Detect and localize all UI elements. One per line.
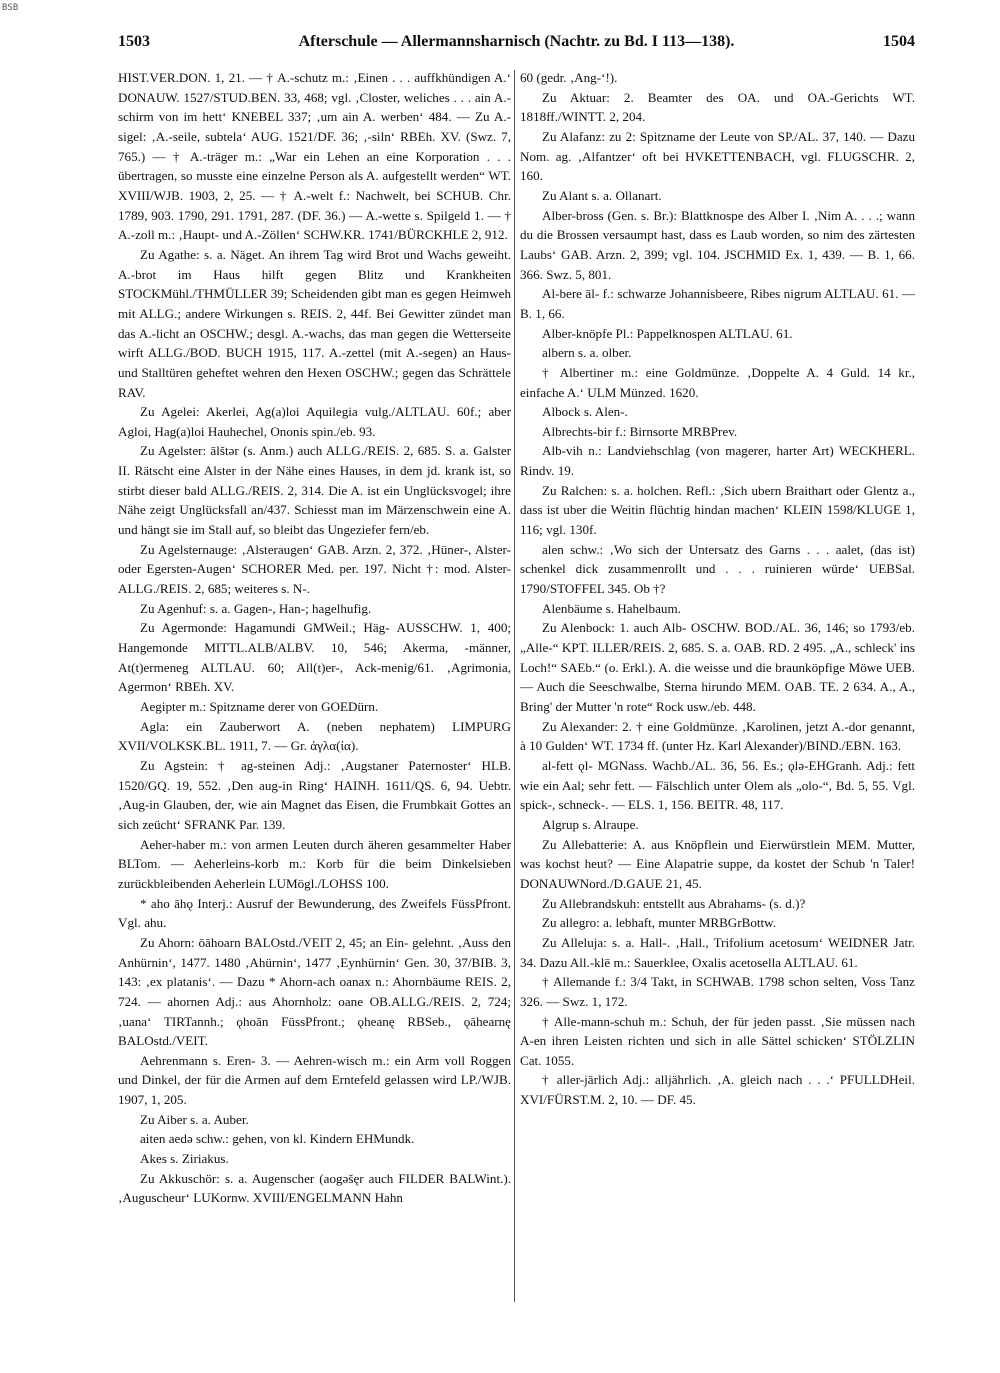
column-divider	[514, 70, 515, 1302]
entry: Alber-knöpfe Pl.: Pappelknospen ALTLAU. 61.	[542, 325, 793, 341]
library-stamp: BSB	[2, 3, 19, 13]
entry: Albock s. Alen-.	[542, 404, 628, 420]
entry: Zu Allebrandskuh: entstellt aus Abrahams- (s. d.)?	[542, 895, 806, 911]
entry: Zu Aiber s. a. Auber.	[140, 1111, 249, 1127]
entry: HIST.VER.DON. 1, 21. — † A.-schutz m.: ‚Einen . . . auffkhündigen A.‘ DONAUW. 1527/STUD.BEN. 33, 468; vgl. ‚Closter, weliches . . . ain A.-schirm von im hett‘ KNEBEL 337; ‚um ain A. werben‘ 484. — Zu A.-sigel: ‚A.-seile, subtela‘ AUG. 1521/DF. 36; ‚-siln‘ RBEh. XV. (Swz. 7, 765.) — † A.-träger m.: „War ein Lehen an eine Korporation . . . übertragen, so musste eine einzelne Person als A. aufgestellt werden“ WT. XVIII/WJB. 1903, 2, 25. — † A.-welt f.: Nachwelt, bei SCHUB. Chr. 1789, 903. 1790, 291. 1791, 287. (DF. 36.) — A.-wette s. Spilgeld 1. — † A.-zoll m.: ‚Haupt- und A.-Zöllen‘ SCHW.KR. 1741/BÜRCKHLE 2, 912.	[118, 70, 511, 243]
entry: Zu Agelsternauge: ‚Alsteraugen‘ GAB. Arzn. 2, 372. ‚Hüner-, Alster- oder Egersten-Augen‘ SCHORER Med. per. 197. Nicht †: mod. Alster- ALLG./REIS. 2, 685; weiteres s. N-.	[118, 541, 511, 597]
entry: Zu allegro: a. lebhaft, munter MRBGrBottw.	[542, 915, 777, 931]
entry: Al-bere āl- f.: schwarze Johannisbeere, Ribes nigrum ALTLAU. 61. — B. 1, 66.	[520, 286, 915, 321]
entry: Akes s. Ziriakus.	[140, 1151, 229, 1167]
entry: Albrechts-bir f.: Birnsorte MRBPrev.	[542, 423, 738, 439]
entry: Alber-bross (Gen. s. Br.): Blattknospe des Alber I. ‚Nim A. . . .; wann du die Brossen versaumpt hast, dass es Laub worden, so nim des zärtesten Laubs‘ GAB. Arzn. 2, 399; vgl. 104. JSCHMID Ex. 1, 439. — B. 1, 66. 366. Swz. 5, 801.	[520, 207, 915, 282]
entry: aiten aedə schw.: gehen, von kl. Kindern EHMundk.	[140, 1131, 415, 1147]
entry: Zu Ralchen: s. a. holchen. Refl.: ‚Sich ubern Braithart oder Glentz a., dass ist uber die Weitin flüchtig hindan machen‘ KLEIN 1598/KLUGE 1, 116; vgl. 130f.	[520, 482, 915, 538]
entry: † aller-järlich Adj.: alljährlich. ‚A. gleich nach . . .‘ PFULLDHeil. XVI/FÜRST.M. 2, 10. — DF. 45.	[520, 1072, 915, 1108]
left-column	[118, 68, 511, 1208]
entry: Zu Alafanz: zu 2: Spitzname der Leute von SP./AL. 37, 140. — Dazu Nom. ag. ‚Alfantzer‘ oft bei HVKETTENBACH, vgl. FLUGSCHR. 2, 160.	[520, 128, 915, 184]
entry: Zu Agstein: † ag-steinen Adj.: ‚Augstaner Paternoster‘ HLB. 1520/GQ. 19, 552. ‚Den aug-in Ring‘ HAINH. 1611/QS. 6, 94. Uebtr. ‚Aug-in Glauben, der, wie ain Magnet das Eisen, die Frumbkait Gottes an sich zeücht‘ SFRANK Par. 139.	[118, 757, 511, 832]
entry: Zu Agathe: s. a. Näget. An ihrem Tag wird Brot und Wachs geweiht. A.-brot im Haus hilft gegen Blitz und Krankheiten STOCKMühl./THMÜLLER 39; Scheidenden gibt man es gegen Heimweh mit ALLG.; andere Wirkungen s. REIS. 2, 44f. Bei Gewitter zündet man das A.-licht an OSCHW.; desgl. A.-wachs, das man gegen die Wetterseite wirft ALLG./BOD. BUCH 1915, 117. A.-zettel (mit A.-segen) an Haus- und Stalltüren geheftet wehren den Hexen OSCHW.; gegen das Schrättele RAV.	[118, 246, 511, 400]
page-number-right: 1504	[883, 33, 915, 50]
entry: Zu Agermonde: Hagamundi GMWeil.; Häg- AUSSCHW. 1, 400; Hangemonde MITTL.ALB/ALBV. 10, 546; Akerma, -männer, At(t)ermeneg ALTLAU. 60; All(t)er-, Ack-menig/61. ‚Agrimonia, Agermon‘ RBEh. XV.	[118, 620, 511, 695]
entry: Aegipter m.: Spitzname derer von GOEDürn.	[140, 699, 379, 714]
entry: † Alle-mann-schuh m.: Schuh, der für jeden passt. ‚Sie müssen nach A-en ihren Leisten richten und sich in alle Sättel schicken‘ STÖLZLIN Cat. 1055.	[520, 1013, 915, 1068]
entry: Zu Allebatterie: A. aus Knöpflein und Eierwürstlein MEM. Mutter, was kochst heut? — Eine Alapatrie suppe, da kostet der Schub 'n Taler! DONAUWNord./D.GAUE 21, 45.	[520, 836, 915, 891]
entry: Alenbäume s. Hahelbaum.	[542, 600, 681, 616]
entry: † Albertiner m.: eine Goldmünze. ‚Doppelte A. 4 Guld. 14 kr., einfache A.‘ ULM Münzed. 1620.	[520, 364, 915, 400]
entry: * aho āhǫ Interj.: Ausruf der Bewunderung, des Zweifels FüssPfront. Vgl. ahu.	[118, 895, 511, 931]
entry: Aeher-haber m.: von armen Leuten durch äheren gesammelter Haber BLTom. — Aeherleins-korb m.: Korb für die beim Dinkelsieben zurückbleibenden Aeherlein LUMögl./LOHSS 100.	[118, 836, 511, 891]
entry: Zu Agenhuf: s. a. Gagen-, Han-; hagelhufig.	[140, 600, 372, 616]
entry: Zu Alleluja: s. a. Hall-. ‚Hall., Trifolium acetosum‘ WEIDNER Jatr. 34. Dazu All.-klē m.: Sauerklee, Oxalis acetosella ALTLAU. 61.	[520, 934, 915, 970]
entry: Zu Alexander: 2. † eine Goldmünze. ‚Karolinen, jetzt A.-dor genannt, à 10 Gulden‘ WT. 1734 ff. (unter Hz. Karl Alexander)/BIND./EBN. 163.	[520, 718, 915, 754]
entry: Aehrenmann s. Eren- 3. — Aehren-wisch m.: ein Arm voll Roggen und Dinkel, der für die Armen auf dem Erntefeld gelassen wird LP./WJB. 1907, 1, 205.	[118, 1052, 511, 1108]
entry: al-fett ǫl- MGNass. Wachb./AL. 36, 56. Es.; ǫlə-EHGranh. Adj.: fett wie ein Aal; sehr fett. — Fälschlich unter Olem als „olo-“, Bd. 5, 55. Vgl. spick-, schneck-. — ELS. 1, 156. BEITR. 48, 117.	[520, 757, 915, 813]
page-number-left: 1503	[118, 33, 150, 50]
entry: Zu Agelei: Akerlei, Ag(a)loi Aquilegia vulg./ALTLAU. 60f.; aber Agloi, Hag(a)loi Hauhechel, Ononis spin./eb. 93.	[118, 404, 511, 439]
entry: albern s. a. olber.	[542, 345, 632, 361]
entry: Zu Aktuar: 2. Beamter des OA. und OA.-Gerichts WT. 1818ff./WINTT. 2, 204.	[520, 89, 915, 125]
entry: Agla: ein Zauberwort A. (neben nephatem) LIMPURG XVII/VOLKSK.BL. 1911, 7. — Gr. ἀγλα(ία).	[118, 718, 511, 754]
right-column	[520, 68, 915, 1110]
entry: 60 (gedr. ‚Ang-‘!).	[520, 70, 618, 85]
entry: Algrup s. Alraupe.	[542, 816, 639, 832]
entry: Alb-vih n.: Landviehschlag (von magerer, harter Art) WECKHERL. Rindv. 19.	[520, 443, 915, 479]
entry: Zu Alenbock: 1. auch Alb- OSCHW. BOD./AL. 36, 146; so 1793/eb. „Alle-“ KPT. ILLER/REIS. 2, 685. S. a. OAB. RD. 2 495. „A., schleck' ins Loch!“ SAEb.“ (o. Erkl.). A. die weisse und die braunköpfige Möwe UEB. — Auch die Seeschwalbe, Sterna hirundo MEM. OAB. TE. 2 634. A., A., Bring' der Mutter 'n rote“ Rock usw./eb. 448.	[520, 620, 915, 714]
page-header	[118, 33, 915, 57]
entry: † Allemande f.: 3/4 Takt, in SCHWAB. 1798 schon selten, Voss Tanz 326. — Swz. 1, 172.	[520, 974, 915, 1009]
entry: Zu Ahorn: ōāhoarn BALOstd./VEIT 2, 45; an Ein- gelehnt. ‚Auss den Anhürnin‘, 1477. 1480 ‚Ahürnin‘, 1477 ‚Eynhürnin‘ Gen. 30, 37/BIB. 3, 143: ‚ex platanis‘. — Dazu * Ahorn-ach oanax n.: Ahornbäume REIS. 2, 724. — ahornen Adj.: aus Ahornholz: oane OB.ALLG./REIS. 2, 724; ‚uana‘ TIRTannh.; ǫhoān FüssPfront.; ǫheanę RBSeb., ǫāhearnę BALOstd./VEIT.	[118, 934, 511, 1049]
entry: alen schw.: ‚Wo sich der Untersatz des Garns . . . aalet, (das ist) schenkel dick zusammenrollt und . . . ruinieren würde‘ UEBSal. 1790/STOFFEL 345. Ob †?	[520, 541, 915, 597]
entry: Zu Akkuschör: s. a. Augenscher (aogəšęr auch FILDER BALWint.). ‚Auguscheur‘ LUKornw. XVIII/ENGELMANN Hahn	[118, 1170, 511, 1206]
entry: Zu Alant s. a. Ollanart.	[542, 187, 662, 203]
running-title: Afterschule — Allermannsharnisch (Nachtr. zu Bd. I 113—138).	[298, 33, 735, 50]
entry: Zu Agelster: ālštər (s. Anm.) auch ALLG./REIS. 2, 685. S. a. Galster II. Rätscht eine Alster in der Nähe eines Hauses, in dem jd. krank ist, so stirbt dieser bald ALLG./REIS. 2, 314. Die A. ist ein Unglücksvogel; ihre Nähe zeigt Unglücksfall an/437. Schiesst man im Märzenschwein eine A. und hängt sie im Stall auf, so bleibt das Ungeziefer fern/eb.	[118, 443, 511, 538]
